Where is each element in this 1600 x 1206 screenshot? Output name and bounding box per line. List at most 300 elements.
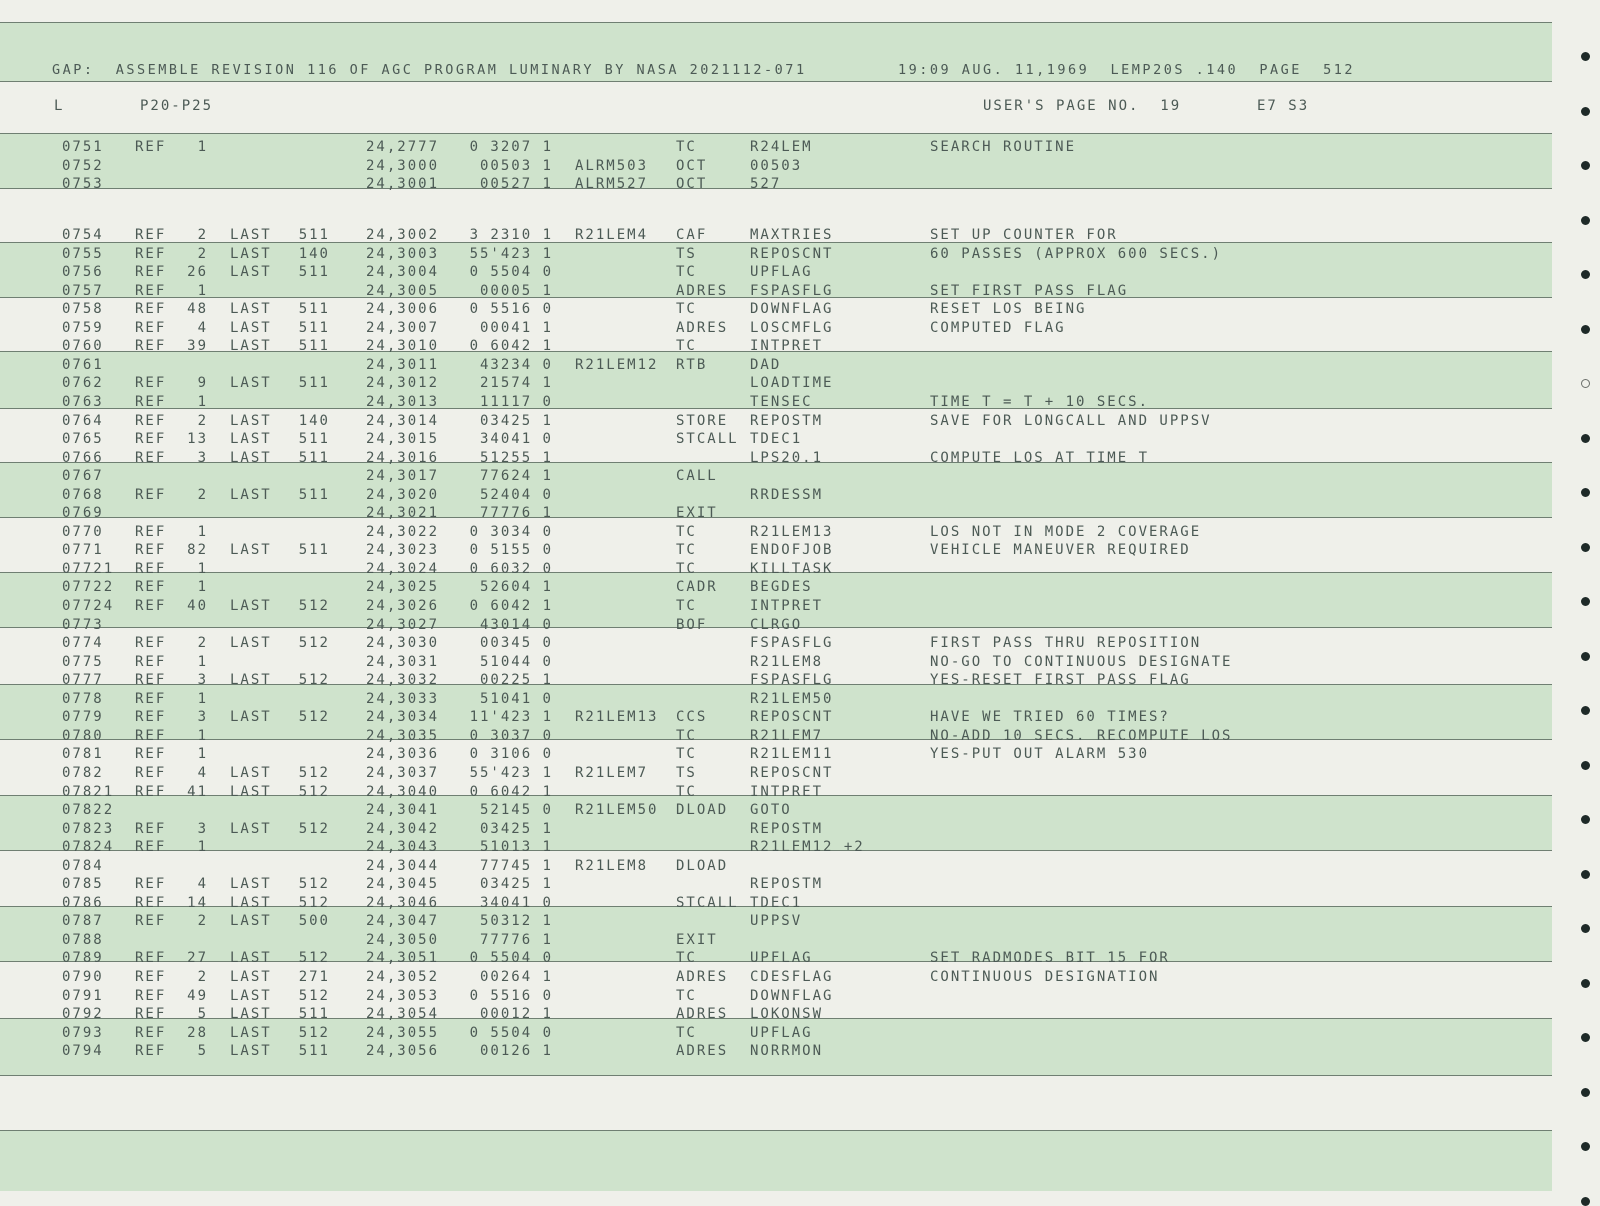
cell-comment: HAVE WE TRIED 60 TIMES? (930, 709, 1170, 726)
cell-n: 1 (197, 839, 208, 856)
cell-addr: 24,3005 (366, 282, 440, 299)
cell-op: TC (676, 139, 697, 155)
cell-ln: 07822 (62, 802, 115, 819)
feed-hole (1581, 107, 1590, 116)
cell-ln: 0764 (62, 412, 104, 429)
cell-pg: 512 (298, 783, 330, 800)
cell-ln: 07724 (62, 598, 115, 614)
cell-label: R21LEM13 (575, 709, 659, 726)
cell-ln: 0759 (62, 319, 104, 336)
cell-word: 52604 1 (479, 579, 553, 596)
cell-addr: 24,3043 (366, 839, 440, 856)
cell-op: TC (676, 598, 697, 614)
cell-addr: 24,3045 (366, 876, 440, 893)
cell-operand: INTPRET (750, 783, 824, 800)
cell-last: LAST (230, 672, 272, 689)
cell-addr: 24,3051 (366, 950, 440, 967)
cell-addr: 24,3030 (366, 635, 440, 652)
cell-label: R21LEM7 (575, 764, 649, 781)
feed-hole (1581, 52, 1590, 61)
cell-ln: 07821 (62, 783, 115, 800)
cell-operand: REPOSCNT (750, 245, 834, 262)
cell-ln: 0792 (62, 1006, 104, 1023)
cell-n: 5 (197, 1006, 208, 1023)
cell-n: 3 (197, 709, 208, 726)
cell-operand: MAXTRIES (750, 227, 834, 243)
cell-addr: 24,3002 (366, 227, 440, 243)
cell-ref: REF (135, 653, 167, 670)
cell-ref: REF (135, 746, 167, 763)
cell-op: TC (676, 783, 697, 800)
cell-ln: 0765 (62, 431, 104, 448)
cell-word: 3 2310 1 (469, 227, 553, 243)
cell-op: TC (676, 987, 697, 1004)
cell-addr: 24,3013 (366, 393, 440, 410)
cell-op: CADR (676, 579, 718, 596)
cell-word: 51041 0 (479, 690, 553, 707)
cell-addr: 24,3037 (366, 764, 440, 781)
cell-ref: REF (135, 727, 167, 744)
feed-hole (1581, 379, 1590, 388)
cell-n: 1 (197, 653, 208, 670)
cell-operand: CDESFLAG (750, 969, 834, 985)
cell-operand: UPPSV (750, 913, 803, 930)
cell-last: LAST (230, 338, 272, 355)
cell-operand: REPOSCNT (750, 709, 834, 726)
cell-addr: 24,3020 (366, 486, 440, 503)
cell-operand: REPOSTM (750, 876, 824, 893)
users-page-number: USER'S PAGE NO. 19 (983, 98, 1182, 114)
cell-comment: 60 PASSES (APPROX 600 SECS.) (930, 245, 1223, 262)
cell-ref: REF (135, 672, 167, 689)
cell-pg: 512 (298, 672, 330, 689)
cell-last: LAST (230, 412, 272, 429)
cell-op: OCT (676, 157, 708, 174)
cell-n: 2 (197, 969, 208, 985)
cell-ref: REF (135, 375, 167, 392)
feed-hole (1581, 434, 1590, 443)
cell-op: TC (676, 301, 697, 318)
cell-n: 1 (197, 393, 208, 410)
cell-addr: 24,3000 (366, 157, 440, 174)
cell-operand: LOKONSW (750, 1006, 824, 1023)
cell-pg: 271 (298, 969, 330, 985)
cell-word: 0 3106 0 (469, 746, 553, 763)
cell-last: LAST (230, 319, 272, 336)
cell-ln: 0760 (62, 338, 104, 355)
cell-addr: 24,3022 (366, 523, 440, 540)
cell-word: 21574 1 (479, 375, 553, 392)
cell-last: LAST (230, 709, 272, 726)
cell-word: 03425 1 (479, 820, 553, 837)
cell-addr: 24,3040 (366, 783, 440, 800)
cell-pg: 512 (298, 987, 330, 1004)
cell-addr: 24,3023 (366, 542, 440, 559)
cell-word: 0 5516 0 (469, 301, 553, 318)
cell-op: ADRES (676, 1043, 729, 1060)
cell-addr: 24,3003 (366, 245, 440, 262)
header-title: GAP: ASSEMBLE REVISION 116 OF AGC PROGRAM LUMINARY BY NASA 2021112-071 (52, 62, 807, 78)
cell-n: 49 (187, 987, 208, 1004)
cell-ref: REF (135, 560, 167, 577)
cell-addr: 24,3011 (366, 356, 440, 373)
cell-op: TC (676, 950, 697, 967)
cell-op: EXIT (676, 505, 718, 522)
cell-addr: 24,3010 (366, 338, 440, 355)
cell-ln: 0786 (62, 894, 104, 911)
cell-ref: REF (135, 950, 167, 967)
cell-word: 55'423 1 (469, 245, 553, 262)
cell-operand: R21LEM11 (750, 746, 834, 763)
feed-hole (1581, 761, 1590, 770)
cell-word: 77745 1 (479, 857, 553, 874)
cell-ln: 0771 (62, 542, 104, 559)
cell-op: TC (676, 542, 697, 559)
cell-word: 00041 1 (479, 319, 553, 336)
cell-word: 0 6032 0 (469, 560, 553, 577)
cell-addr: 24,3052 (366, 969, 440, 985)
cell-op: ADRES (676, 282, 729, 299)
cell-word: 51044 0 (479, 653, 553, 670)
cell-ref: REF (135, 598, 167, 614)
cell-last: LAST (230, 431, 272, 448)
cell-op: ADRES (676, 969, 729, 985)
cell-ref: REF (135, 913, 167, 930)
cell-addr: 24,3055 (366, 1024, 440, 1041)
cell-addr: 24,3050 (366, 931, 440, 948)
cell-operand: R21LEM7 (750, 727, 824, 744)
cell-op: TC (676, 560, 697, 577)
cell-n: 3 (197, 449, 208, 466)
cell-addr: 24,3032 (366, 672, 440, 689)
cell-pg: 500 (298, 913, 330, 930)
cell-ln: 0778 (62, 690, 104, 707)
cell-operand: CLRGO (750, 616, 803, 633)
cell-ref: REF (135, 301, 167, 318)
cell-ln: 0761 (62, 356, 104, 373)
cell-ref: REF (135, 709, 167, 726)
tractor-feed-strip (1552, 0, 1600, 1190)
cell-addr: 24,2777 (366, 139, 440, 155)
cell-word: 34041 0 (479, 431, 553, 448)
cell-operand: R21LEM12 +2 (750, 839, 865, 856)
cell-comment: YES-RESET FIRST PASS FLAG (930, 672, 1191, 689)
revision-code: E7 S3 (1257, 98, 1310, 114)
cell-word: 52145 0 (479, 802, 553, 819)
cell-addr: 24,3036 (366, 746, 440, 763)
cell-ln: 0782 (62, 764, 104, 781)
header-left-mark: L (54, 98, 65, 114)
cell-operand: TDEC1 (750, 431, 803, 448)
cell-pg: 512 (298, 598, 330, 614)
cell-operand: UPFLAG (750, 950, 813, 967)
cell-word: 52404 0 (479, 486, 553, 503)
cell-pg: 512 (298, 1024, 330, 1041)
cell-ln: 0753 (62, 176, 104, 192)
cell-comment: COMPUTE LOS AT TIME T (930, 449, 1150, 466)
cell-word: 77776 1 (479, 931, 553, 948)
cell-word: 51013 1 (479, 839, 553, 856)
green-bar (0, 1130, 1552, 1191)
cell-addr: 24,3014 (366, 412, 440, 429)
cell-word: 51255 1 (479, 449, 553, 466)
cell-ln: 0780 (62, 727, 104, 744)
cell-n: 48 (187, 301, 208, 318)
cell-op: DLOAD (676, 857, 729, 874)
cell-word: 0 3037 0 (469, 727, 553, 744)
cell-n: 39 (187, 338, 208, 355)
cell-pg: 512 (298, 894, 330, 911)
cell-addr: 24,3047 (366, 913, 440, 930)
cell-addr: 24,3006 (366, 301, 440, 318)
cell-last: LAST (230, 449, 272, 466)
cell-last: LAST (230, 301, 272, 318)
cell-op: ADRES (676, 1006, 729, 1023)
cell-addr: 24,3034 (366, 709, 440, 726)
cell-addr: 24,3012 (366, 375, 440, 392)
cell-ln: 0751 (62, 139, 104, 155)
cell-addr: 24,3046 (366, 894, 440, 911)
cell-n: 2 (197, 635, 208, 652)
cell-ln: 0789 (62, 950, 104, 967)
cell-ln: 0755 (62, 245, 104, 262)
cell-ln: 0779 (62, 709, 104, 726)
cell-label: ALRM503 (575, 157, 649, 174)
cell-operand: DOWNFLAG (750, 987, 834, 1004)
cell-word: 0 3034 0 (469, 523, 553, 540)
cell-addr: 24,3017 (366, 468, 440, 485)
cell-word: 0 6042 1 (469, 598, 553, 614)
cell-ref: REF (135, 764, 167, 781)
cell-n: 1 (197, 690, 208, 707)
feed-hole (1581, 979, 1590, 988)
cell-n: 4 (197, 876, 208, 893)
feed-hole (1581, 325, 1590, 334)
cell-ref: REF (135, 227, 167, 243)
cell-word: 11'423 1 (469, 709, 553, 726)
cell-ln: 0787 (62, 913, 104, 930)
cell-last: LAST (230, 542, 272, 559)
cell-ln: 0794 (62, 1043, 104, 1060)
header-stamp: 19:09 AUG. 11,1969 LEMP20S .140 PAGE 512 (898, 62, 1355, 78)
cell-last: LAST (230, 894, 272, 911)
cell-n: 4 (197, 319, 208, 336)
cell-pg: 511 (298, 301, 330, 318)
feed-hole (1581, 597, 1590, 606)
cell-addr: 24,3026 (366, 598, 440, 614)
cell-operand: 527 (750, 176, 782, 192)
cell-ln: 0785 (62, 876, 104, 893)
cell-word: 00225 1 (479, 672, 553, 689)
cell-op: CALL (676, 468, 718, 485)
cell-word: 0 5504 0 (469, 1024, 553, 1041)
cell-pg: 511 (298, 431, 330, 448)
cell-comment: TIME T = T + 10 SECS. (930, 393, 1150, 410)
cell-label: ALRM527 (575, 176, 649, 192)
cell-word: 00345 0 (479, 635, 553, 652)
cell-ln: 07824 (62, 839, 115, 856)
cell-operand: REPOSTM (750, 820, 824, 837)
cell-op: ADRES (676, 319, 729, 336)
cell-comment: NO-ADD 10 SECS. RECOMPUTE LOS (930, 727, 1233, 744)
feed-hole (1581, 488, 1590, 497)
cell-pg: 140 (298, 412, 330, 429)
cell-ln: 0791 (62, 987, 104, 1004)
cell-addr: 24,3016 (366, 449, 440, 466)
cell-ln: 0762 (62, 375, 104, 392)
cell-ln: 0757 (62, 282, 104, 299)
feed-hole (1581, 543, 1590, 552)
cell-addr: 24,3054 (366, 1006, 440, 1023)
cell-word: 77776 1 (479, 505, 553, 522)
feed-hole (1581, 815, 1590, 824)
cell-pg: 511 (298, 319, 330, 336)
cell-op: STCALL (676, 431, 739, 448)
cell-ref: REF (135, 1024, 167, 1041)
cell-n: 4 (197, 764, 208, 781)
cell-ln: 0777 (62, 672, 104, 689)
cell-ln: 0756 (62, 264, 104, 281)
cell-ref: REF (135, 690, 167, 707)
cell-operand: RRDESSM (750, 486, 824, 503)
cell-operand: FSPASFLG (750, 635, 834, 652)
cell-operand: KILLTASK (750, 560, 834, 577)
feed-hole (1581, 270, 1590, 279)
cell-ln: 0793 (62, 1024, 104, 1041)
cell-ln: 0754 (62, 227, 104, 243)
cell-n: 2 (197, 486, 208, 503)
cell-comment: CONTINUOUS DESIGNATION (930, 969, 1160, 985)
cell-n: 1 (197, 560, 208, 577)
feed-hole (1581, 652, 1590, 661)
cell-n: 1 (197, 727, 208, 744)
cell-pg: 512 (298, 709, 330, 726)
cell-last: LAST (230, 820, 272, 837)
cell-ln: 0758 (62, 301, 104, 318)
cell-operand: ENDOFJOB (750, 542, 834, 559)
cell-comment: SET FIRST PASS FLAG (930, 282, 1129, 299)
cell-ln: 0790 (62, 969, 104, 985)
cell-addr: 24,3024 (366, 560, 440, 577)
cell-word: 00264 1 (479, 969, 553, 985)
cell-n: 1 (197, 139, 208, 155)
cell-pg: 512 (298, 635, 330, 652)
cell-op: EXIT (676, 931, 718, 948)
cell-ref: REF (135, 579, 167, 596)
cell-word: 03425 1 (479, 412, 553, 429)
cell-label: R21LEM12 (575, 356, 659, 373)
section-label: P20-P25 (140, 98, 214, 114)
cell-ref: REF (135, 894, 167, 911)
cell-ref: REF (135, 139, 167, 155)
cell-operand: R21LEM13 (750, 523, 834, 540)
cell-comment: YES-PUT OUT ALARM 530 (930, 746, 1150, 763)
feed-hole (1581, 1033, 1590, 1042)
cell-last: LAST (230, 375, 272, 392)
cell-word: 00012 1 (479, 1006, 553, 1023)
cell-operand: 00503 (750, 157, 803, 174)
cell-comment: RESET LOS BEING (930, 301, 1087, 318)
cell-ref: REF (135, 486, 167, 503)
cell-operand: FSPASFLG (750, 672, 834, 689)
cell-ref: REF (135, 319, 167, 336)
cell-op: TS (676, 764, 697, 781)
cell-pg: 511 (298, 1043, 330, 1060)
cell-op: CCS (676, 709, 708, 726)
cell-ref: REF (135, 969, 167, 985)
cell-last: LAST (230, 486, 272, 503)
cell-addr: 24,3044 (366, 857, 440, 874)
cell-ref: REF (135, 523, 167, 540)
cell-ln: 07823 (62, 820, 115, 837)
cell-n: 1 (197, 579, 208, 596)
cell-word: 00126 1 (479, 1043, 553, 1060)
cell-word: 43014 0 (479, 616, 553, 633)
cell-ref: REF (135, 783, 167, 800)
cell-n: 2 (197, 412, 208, 429)
feed-hole (1581, 924, 1590, 933)
cell-operand: REPOSTM (750, 412, 824, 429)
cell-addr: 24,3025 (366, 579, 440, 596)
cell-pg: 511 (298, 1006, 330, 1023)
cell-op: TC (676, 746, 697, 763)
cell-n: 1 (197, 523, 208, 540)
cell-comment: COMPUTED FLAG (930, 319, 1066, 336)
cell-word: 0 6042 1 (469, 783, 553, 800)
cell-n: 13 (187, 431, 208, 448)
cell-addr: 24,3042 (366, 820, 440, 837)
cell-word: 50312 1 (479, 913, 553, 930)
cell-ref: REF (135, 987, 167, 1004)
feed-hole (1581, 870, 1590, 879)
cell-word: 43234 0 (479, 356, 553, 373)
cell-n: 3 (197, 672, 208, 689)
cell-op: STORE (676, 412, 729, 429)
cell-operand: NORRMON (750, 1043, 824, 1060)
cell-label: R21LEM4 (575, 227, 649, 243)
feed-hole (1581, 1088, 1590, 1097)
cell-n: 26 (187, 264, 208, 281)
cell-ln: 07722 (62, 579, 115, 596)
cell-word: 00503 1 (479, 157, 553, 174)
cell-op: TC (676, 1024, 697, 1041)
cell-ln: 0769 (62, 505, 104, 522)
cell-operand: R24LEM (750, 139, 813, 155)
cell-addr: 24,3007 (366, 319, 440, 336)
cell-n: 5 (197, 1043, 208, 1060)
cell-op: TC (676, 338, 697, 355)
cell-addr: 24,3041 (366, 802, 440, 819)
cell-addr: 24,3053 (366, 987, 440, 1004)
cell-word: 0 3207 1 (469, 139, 553, 155)
cell-addr: 24,3027 (366, 616, 440, 633)
cell-op: DLOAD (676, 802, 729, 819)
cell-ln: 0767 (62, 468, 104, 485)
cell-pg: 511 (298, 486, 330, 503)
cell-last: LAST (230, 635, 272, 652)
cell-last: LAST (230, 227, 272, 243)
cell-operand: R21LEM50 (750, 690, 834, 707)
cell-op: TC (676, 264, 697, 281)
cell-operand: BEGDES (750, 579, 813, 596)
cell-ref: REF (135, 820, 167, 837)
cell-n: 28 (187, 1024, 208, 1041)
cell-operand: DOWNFLAG (750, 301, 834, 318)
cell-last: LAST (230, 987, 272, 1004)
cell-pg: 511 (298, 542, 330, 559)
feed-hole (1581, 706, 1590, 715)
cell-operand: REPOSCNT (750, 764, 834, 781)
